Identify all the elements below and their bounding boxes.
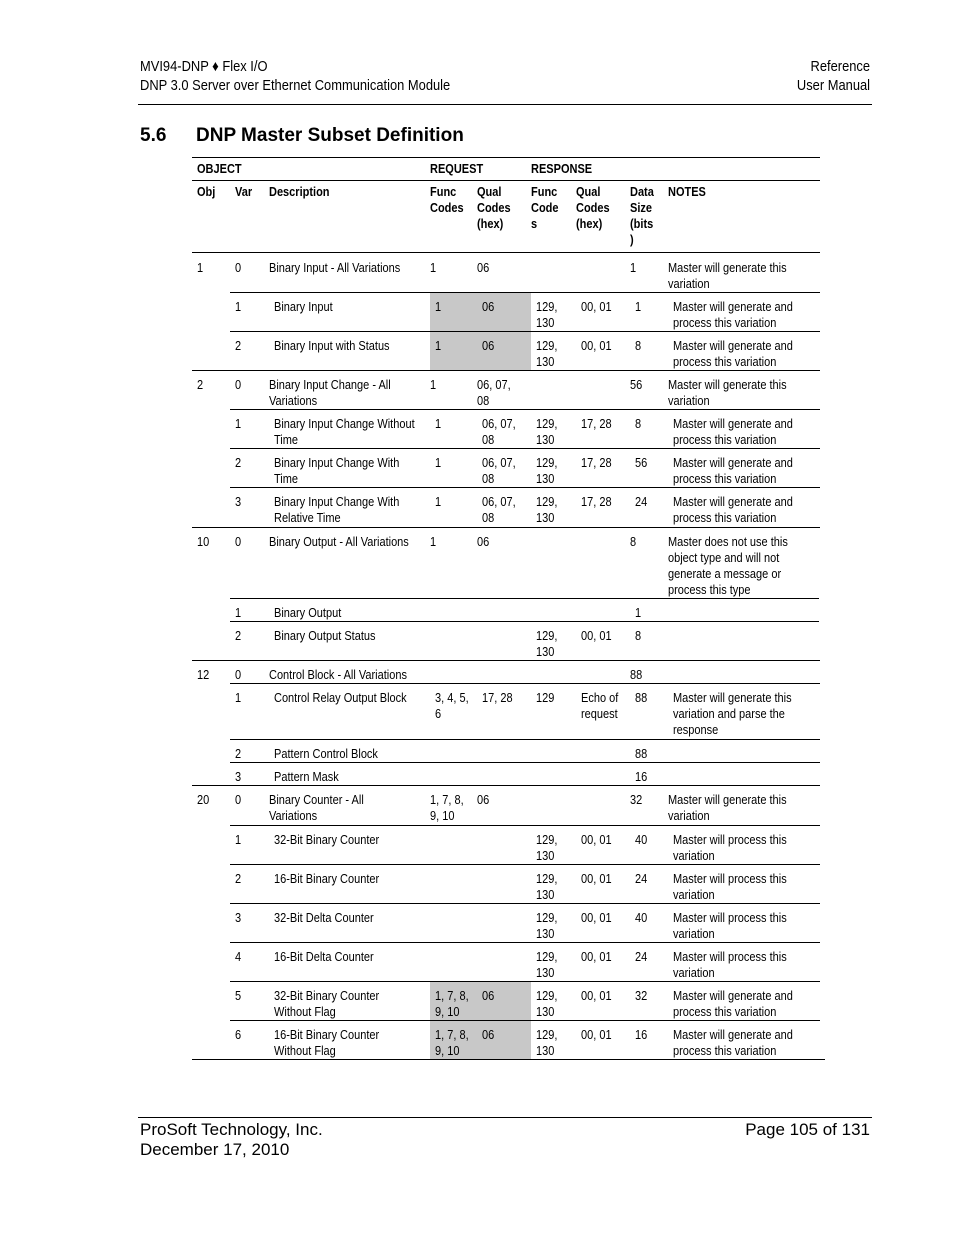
cell-obj: 10: [197, 535, 210, 549]
cell-resp-qual-codes: 00, 01: [581, 950, 612, 964]
cell-req-func-codes: 1, 7, 8, 9, 10: [430, 793, 464, 823]
cell-description: Binary Output Status: [274, 629, 376, 643]
product-name: MVI94-DNP ♦ Flex I/O: [140, 58, 268, 75]
row-divider: [230, 981, 820, 982]
group-divider: [192, 370, 820, 371]
cell-description: 16-Bit Binary Counter Without Flag: [274, 1028, 380, 1058]
row-divider: [230, 825, 820, 826]
cell-data-size: 8: [635, 417, 642, 431]
row-divider: [230, 903, 820, 904]
cell-resp-qual-codes: Echo of request: [581, 691, 619, 721]
cell-req-qual-codes: 06: [482, 1028, 495, 1042]
cell-description: Binary Input Change With Time: [274, 456, 400, 486]
cell-notes: Master does not use this object type and will not generate a message or process this type: [668, 535, 788, 597]
cell-resp-qual-codes: 00, 01: [581, 1028, 612, 1042]
cell-resp-func-codes: 129, 130: [536, 456, 558, 486]
cell-notes: Master will generate and process this variation: [673, 300, 793, 330]
cell-var: 0: [235, 793, 242, 807]
cell-notes: Master will generate and process this variation: [673, 989, 793, 1019]
cell-var: 1: [235, 606, 242, 620]
cell-req-func-codes: 1: [435, 339, 442, 353]
cell-data-size: 88: [630, 668, 643, 682]
request-shade: [430, 293, 531, 331]
group-header-request: REQUEST: [430, 162, 484, 176]
cell-resp-func-codes: 129, 130: [536, 872, 558, 902]
cell-req-func-codes: 1: [430, 535, 437, 549]
row-divider: [230, 739, 820, 740]
cell-data-size: 88: [635, 691, 648, 705]
cell-var: 2: [235, 339, 242, 353]
cell-req-qual-codes: 06: [477, 793, 490, 807]
cell-resp-func-codes: 129, 130: [536, 629, 558, 659]
cell-resp-qual-codes: 00, 01: [581, 872, 612, 886]
group-header-object: OBJECT: [197, 162, 242, 176]
group-divider: [192, 660, 820, 661]
footer-company: ProSoft Technology, Inc.: [140, 1120, 323, 1139]
cell-resp-func-codes: 129: [536, 691, 555, 705]
cell-notes: Master will generate this variation: [668, 793, 787, 823]
doc-section: Reference: [810, 58, 870, 75]
cell-var: 2: [235, 872, 242, 886]
cell-description: 16-Bit Binary Counter: [274, 872, 380, 886]
cell-var: 1: [235, 691, 242, 705]
cell-obj: 1: [197, 261, 204, 275]
section-number: 5.6: [140, 125, 167, 146]
cell-var: 1: [235, 833, 242, 847]
cell-description: Binary Input: [274, 300, 333, 314]
cell-resp-func-codes: 129, 130: [536, 950, 558, 980]
cell-var: 2: [235, 629, 242, 643]
product-description: DNP 3.0 Server over Ethernet Communication Module: [140, 77, 451, 94]
cell-data-size: 8: [635, 629, 642, 643]
footer-page-number: Page 105 of 131: [745, 1120, 870, 1139]
footer-left: [140, 1120, 323, 1160]
cell-description: 32-Bit Binary Counter: [274, 833, 380, 847]
cell-notes: Master will generate this variation: [668, 378, 787, 408]
cell-description: Binary Input Change Without Time: [274, 417, 415, 447]
cell-data-size: 88: [635, 747, 648, 761]
col-req-qual-codes-header: Qual Codes (hex): [477, 185, 511, 231]
col-obj-header: Obj: [197, 185, 216, 199]
section-heading: [140, 125, 464, 147]
cell-var: 4: [235, 950, 242, 964]
cell-req-func-codes: 1: [435, 456, 442, 470]
col-var-header: Var: [235, 185, 253, 199]
header-rule: [138, 104, 872, 105]
cell-resp-qual-codes: 00, 01: [581, 300, 612, 314]
cell-data-size: 24: [635, 872, 648, 886]
cell-description: Control Block - All Variations: [269, 668, 407, 682]
cell-req-qual-codes: 06: [482, 339, 495, 353]
cell-var: 5: [235, 989, 242, 1003]
group-header-response: RESPONSE: [531, 162, 593, 176]
cell-var: 0: [235, 261, 242, 275]
header-right: [797, 57, 870, 95]
cell-notes: Master will generate this variation: [668, 261, 787, 291]
cell-notes: Master will generate this variation and parse the response: [673, 691, 792, 737]
cell-notes: Master will generate and process this variation: [673, 417, 793, 447]
cell-data-size: 24: [635, 950, 648, 964]
cell-resp-qual-codes: 00, 01: [581, 833, 612, 847]
cell-description: Binary Input with Status: [274, 339, 390, 353]
cell-req-qual-codes: 06, 07, 08: [477, 378, 511, 408]
cell-resp-func-codes: 129, 130: [536, 911, 558, 941]
cell-req-func-codes: 1: [435, 495, 442, 509]
cell-data-size: 32: [630, 793, 643, 807]
cell-var: 6: [235, 1028, 242, 1042]
cell-req-qual-codes: 06, 07, 08: [482, 417, 516, 447]
cell-description: Control Relay Output Block: [274, 691, 407, 705]
col-resp-func-codes-header: Func Code s: [531, 185, 559, 231]
cell-data-size: 32: [635, 989, 648, 1003]
cell-resp-func-codes: 129, 130: [536, 495, 558, 525]
header-left: [140, 57, 450, 95]
group-divider: [192, 527, 820, 528]
cell-notes: Master will process this variation: [673, 911, 787, 941]
cell-notes: Master will process this variation: [673, 833, 787, 863]
cell-var: 0: [235, 535, 242, 549]
cell-description: Binary Input Change With Relative Time: [274, 495, 400, 525]
row-divider: [230, 448, 820, 449]
cell-data-size: 1: [635, 300, 642, 314]
cell-data-size: 40: [635, 911, 648, 925]
row-divider: [230, 864, 820, 865]
cell-var: 2: [235, 747, 242, 761]
col-notes-header: NOTES: [668, 185, 706, 199]
cell-resp-qual-codes: 17, 28: [581, 495, 612, 509]
cell-resp-qual-codes: 17, 28: [581, 456, 612, 470]
cell-description: Binary Input Change - All Variations: [269, 378, 391, 408]
cell-description: 32-Bit Delta Counter: [274, 911, 374, 925]
col-req-func-codes-header: Func Codes: [430, 185, 464, 215]
cell-description: Binary Counter - All Variations: [269, 793, 364, 823]
cell-req-func-codes: 1, 7, 8, 9, 10: [435, 1028, 469, 1058]
cell-var: 0: [235, 668, 242, 682]
cell-description: Pattern Control Block: [274, 747, 378, 761]
table-top-rule: [192, 157, 820, 158]
row-divider: [230, 409, 820, 410]
cell-notes: Master will process this variation: [673, 872, 787, 902]
cell-resp-qual-codes: 00, 01: [581, 911, 612, 925]
cell-resp-qual-codes: 00, 01: [581, 629, 612, 643]
row-divider: [230, 621, 819, 622]
cell-resp-qual-codes: 00, 01: [581, 339, 612, 353]
row-divider: [230, 331, 820, 332]
cell-description: 32-Bit Binary Counter Without Flag: [274, 989, 380, 1019]
cell-var: 3: [235, 495, 242, 509]
row-divider: [230, 1020, 820, 1021]
cell-data-size: 56: [630, 378, 643, 392]
cell-var: 1: [235, 300, 242, 314]
cell-req-qual-codes: 06: [477, 535, 490, 549]
cell-req-func-codes: 1: [430, 378, 437, 392]
cell-description: 16-Bit Delta Counter: [274, 950, 374, 964]
cell-resp-func-codes: 129, 130: [536, 300, 558, 330]
cell-data-size: 40: [635, 833, 648, 847]
cell-data-size: 16: [635, 1028, 648, 1042]
row-divider: [230, 942, 820, 943]
cell-resp-func-codes: 129, 130: [536, 417, 558, 447]
cell-req-func-codes: 1: [430, 261, 437, 275]
cell-notes: Master will generate and process this variation: [673, 495, 793, 525]
cell-resp-func-codes: 129, 130: [536, 989, 558, 1019]
cell-req-qual-codes: 06: [482, 989, 495, 1003]
cell-description: Binary Input - All Variations: [269, 261, 401, 275]
cell-description: Binary Output: [274, 606, 342, 620]
cell-notes: Master will process this variation: [673, 950, 787, 980]
col-data-size-header: Data Size (bits ): [630, 185, 654, 247]
cell-var: 3: [235, 770, 242, 784]
cell-req-qual-codes: 06, 07, 08: [482, 456, 516, 486]
cell-obj: 12: [197, 668, 210, 682]
col-description-header: Description: [269, 185, 330, 199]
section-title: DNP Master Subset Definition: [196, 125, 464, 146]
cell-req-qual-codes: 06: [482, 300, 495, 314]
cell-var: 1: [235, 417, 242, 431]
row-divider: [230, 598, 819, 599]
row-divider: [230, 683, 820, 684]
cell-resp-func-codes: 129, 130: [536, 1028, 558, 1058]
cell-notes: Master will generate and process this variation: [673, 1028, 793, 1058]
cell-data-size: 8: [635, 339, 642, 353]
cell-resp-qual-codes: 00, 01: [581, 989, 612, 1003]
cell-req-qual-codes: 06: [477, 261, 490, 275]
cell-data-size: 24: [635, 495, 648, 509]
cell-var: 2: [235, 456, 242, 470]
cell-data-size: 16: [635, 770, 648, 784]
cell-notes: Master will generate and process this variation: [673, 339, 793, 369]
cell-req-func-codes: 1, 7, 8, 9, 10: [435, 989, 469, 1019]
cell-obj: 2: [197, 378, 204, 392]
footer-date: December 17, 2010: [140, 1140, 290, 1159]
col-resp-qual-codes-header: Qual Codes (hex): [576, 185, 610, 231]
cell-resp-func-codes: 129, 130: [536, 833, 558, 863]
row-divider: [230, 762, 820, 763]
cell-description: Binary Output - All Variations: [269, 535, 409, 549]
row-divider: [230, 487, 820, 488]
group-header-rule: [192, 180, 820, 181]
cell-resp-func-codes: 129, 130: [536, 339, 558, 369]
cell-notes: Master will generate and process this variation: [673, 456, 793, 486]
cell-data-size: 56: [635, 456, 648, 470]
cell-data-size: 1: [630, 261, 637, 275]
cell-req-qual-codes: 17, 28: [482, 691, 513, 705]
row-divider: [230, 292, 820, 293]
cell-req-qual-codes: 06, 07, 08: [482, 495, 516, 525]
cell-data-size: 1: [635, 606, 642, 620]
cell-var: 0: [235, 378, 242, 392]
column-header-rule: [192, 252, 820, 253]
cell-description: Pattern Mask: [274, 770, 339, 784]
table-bottom-rule: [192, 1059, 825, 1060]
cell-req-func-codes: 1: [435, 417, 442, 431]
footer-rule: [138, 1117, 872, 1118]
request-shade: [430, 332, 531, 370]
cell-req-func-codes: 3, 4, 5, 6: [435, 691, 469, 721]
cell-req-func-codes: 1: [435, 300, 442, 314]
group-divider: [192, 785, 820, 786]
cell-obj: 20: [197, 793, 210, 807]
cell-data-size: 8: [630, 535, 637, 549]
cell-resp-qual-codes: 17, 28: [581, 417, 612, 431]
cell-var: 3: [235, 911, 242, 925]
doc-type: User Manual: [796, 77, 870, 94]
